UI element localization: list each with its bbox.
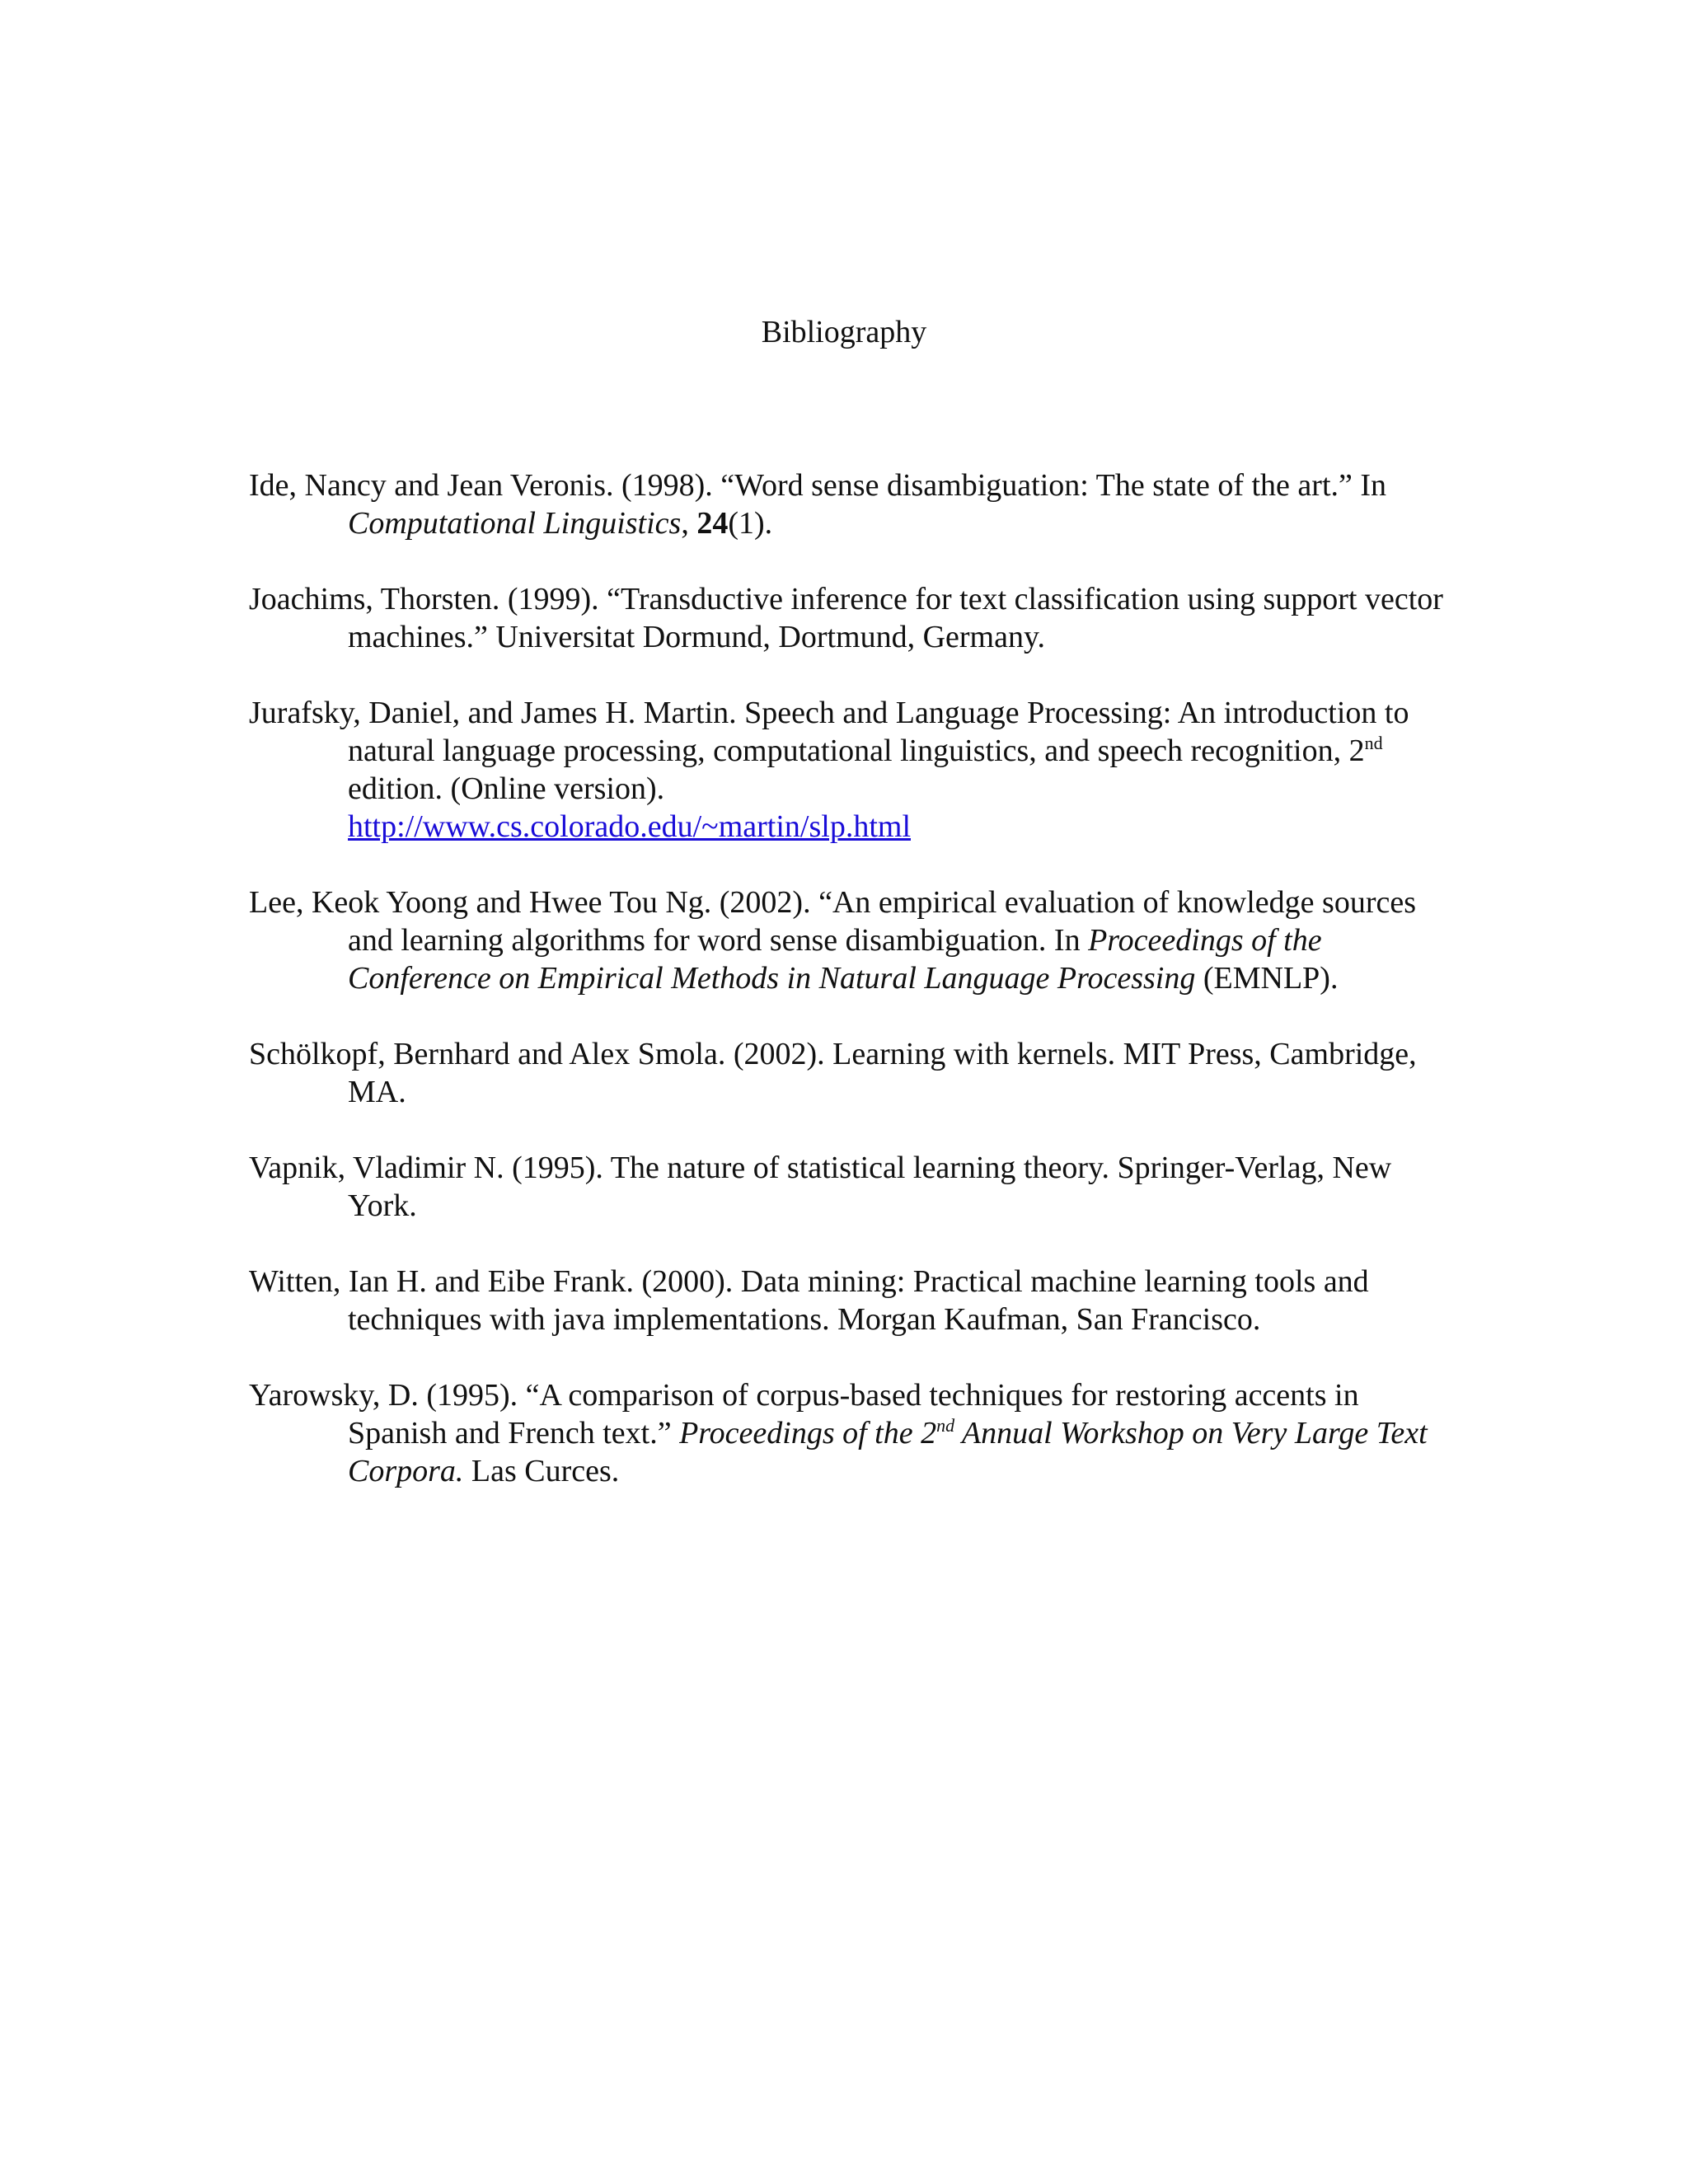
ref-superscript: nd (1364, 733, 1383, 753)
reference-vapnik (249, 1149, 1452, 1225)
reference-jurafsky (249, 694, 1452, 846)
reference-yarowsky (249, 1376, 1452, 1490)
ref-text: (1). (728, 506, 773, 541)
ref-text: Vapnik, Vladimir N. (1995). The nature of statistical learning theory. Springer-Verlag, New York. (249, 1151, 1392, 1223)
ref-text: Yarowsky, D. (1995). “A comparison of corpus-based techniques for restoring accents in Spanish and French text.” (249, 1378, 1359, 1451)
ref-text: Las Curces. (463, 1454, 620, 1488)
reference-witten (249, 1263, 1452, 1338)
reference-lee (249, 883, 1452, 997)
reference-ide (249, 466, 1452, 542)
ref-volume: 24 (696, 506, 729, 541)
ref-journal: Computational Linguistics (348, 506, 682, 541)
ref-venue-part: Annual Workshop on Very Large Text Corpora. (348, 1416, 1428, 1488)
ref-superscript: nd (936, 1415, 955, 1436)
ref-text: Joachims, Thorsten. (1999). “Transductive inference for text classification using support vector machines.” Universitat Dormund, Dortmund, Germany. (249, 582, 1443, 654)
ref-url-link[interactable]: http://www.cs.colorado.edu/~martin/slp.html (348, 809, 911, 844)
reference-joachims (249, 580, 1452, 656)
ref-text: Witten, Ian H. and Eibe Frank. (2000). Data mining: Practical machine learning tools and techniques with java implementations. Morgan Kaufman, San Francisco. (249, 1264, 1369, 1337)
ref-text: , (681, 506, 697, 541)
ref-text: edition. (Online version). (348, 771, 665, 806)
ref-text: (EMNLP). (1195, 961, 1339, 996)
ref-text: Ide, Nancy and Jean Veronis. (1998). “Word sense disambiguation: The state of the art.” In (249, 468, 1387, 503)
reference-list (249, 466, 1452, 1528)
ref-text: Schölkopf, Bernhard and Alex Smola. (2002). Learning with kernels. MIT Press, Cambridge, MA. (249, 1037, 1417, 1109)
ref-text: Lee, Keok Yoong and Hwee Tou Ng. (2002). “An empirical evaluation of knowledge sources and learning algorithms for word sense disambiguation. In (249, 885, 1417, 958)
ref-venue: Proceedings of the Conference on Empirical Methods in Natural Language Processing (348, 923, 1322, 996)
reference-scholkopf (249, 1035, 1452, 1111)
ref-venue-part: Proceedings of the 2 (679, 1416, 937, 1451)
page-title: Bibliography (761, 315, 927, 349)
ref-text: Jurafsky, Daniel, and James H. Martin. Speech and Language Processing: An introduction to natural language processing, computational linguistics, and speech recognition, 2 (249, 696, 1409, 768)
